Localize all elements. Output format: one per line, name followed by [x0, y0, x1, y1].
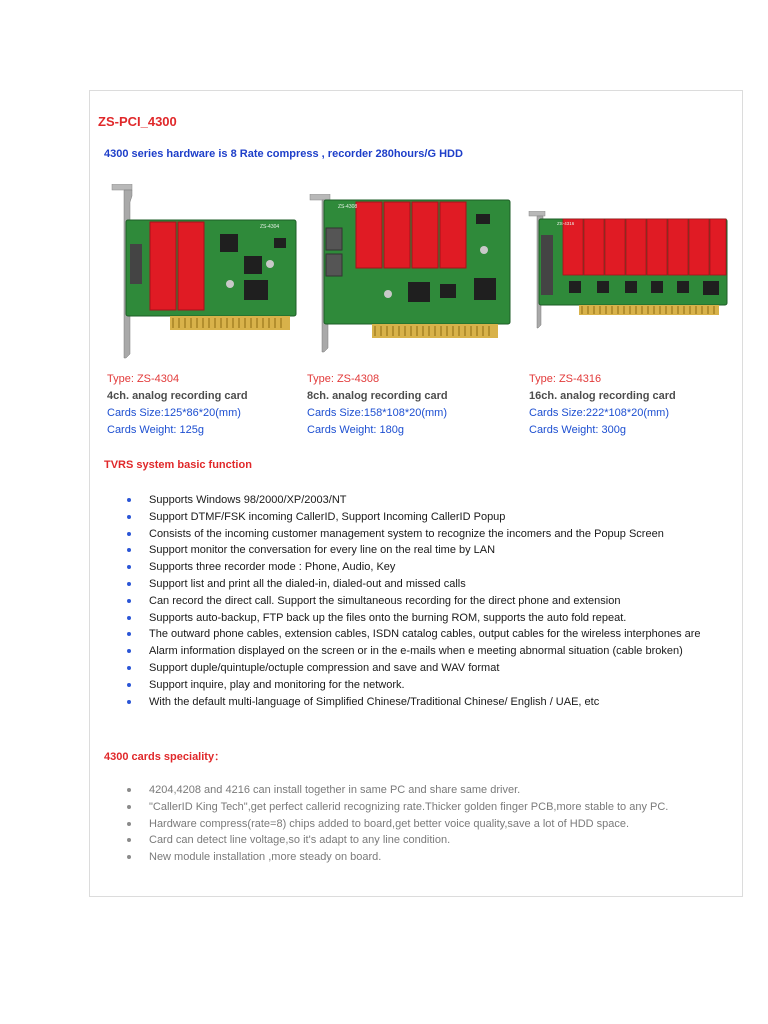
speciality-heading: 4300 cards speciality： [104, 751, 226, 763]
list-item: Support monitor the conversation for every line on the real time by LAN [127, 542, 701, 559]
card-description: 8ch. analog recording card [307, 390, 448, 402]
list-item: The outward phone cables, extension cables, ISDN catalog cables, output cables for the wireless interphones are [127, 626, 701, 643]
board-label: ZS-4308 [338, 204, 358, 210]
bullet-icon [127, 599, 131, 603]
bullet-icon [127, 666, 131, 670]
card-image-zs-4304 [110, 184, 300, 359]
card-image-zs-4308 [308, 194, 514, 354]
board-label: ZS-4304 [260, 224, 280, 230]
bullet-icon [127, 855, 131, 859]
bullet-icon [127, 532, 131, 536]
tvrs-function-list [127, 492, 701, 710]
list-item: New module installation ,more steady on board. [127, 849, 668, 866]
list-item: "CallerID King Tech",get perfect callerid recognizing rate.Thicker golden finger PCB,more stable to any PC. [127, 799, 668, 816]
card-image-zs-4316 [527, 211, 731, 331]
list-item: Consists of the incoming customer management system to recognize the incomers and the Popup Screen [127, 526, 701, 543]
bullet-icon [127, 582, 131, 586]
card-spec-zs-4316 [529, 371, 676, 439]
card-description: 4ch. analog recording card [107, 390, 248, 402]
card-description: 16ch. analog recording card [529, 390, 676, 402]
card-type: Type: ZS-4308 [307, 373, 380, 385]
page-title: ZS-PCI_4300 [98, 114, 177, 129]
bullet-icon [127, 649, 131, 653]
list-item: Support list and print all the dialed-in, dialed-out and missed calls [127, 576, 701, 593]
tvrs-heading: TVRS system basic function [104, 459, 252, 471]
bullet-icon [127, 838, 131, 842]
card-type: Type: ZS-4304 [107, 373, 180, 385]
list-item: Card can detect line voltage,so it's adapt to any line condition. [127, 832, 668, 849]
bullet-icon [127, 822, 131, 826]
list-item: 4204,4208 and 4216 can install together in same PC and share same driver. [127, 782, 668, 799]
card-size: Cards Size:222*108*20(mm) [529, 407, 670, 419]
bullet-icon [127, 565, 131, 569]
bullet-icon [127, 788, 131, 792]
card-weight: Cards Weight: 300g [529, 424, 627, 436]
card-size: Cards Size:125*86*20(mm) [107, 407, 241, 419]
card-weight: Cards Weight: 125g [107, 424, 205, 436]
list-item: Can record the direct call. Support the simultaneous recording for the direct phone and extension [127, 593, 701, 610]
list-item: Support duple/quintuple/octuple compression and save and WAV format [127, 660, 701, 677]
bullet-icon [127, 548, 131, 552]
bullet-icon [127, 616, 131, 620]
bullet-icon [127, 498, 131, 502]
list-item: Supports three recorder mode : Phone, Audio, Key [127, 559, 701, 576]
list-item: Alarm information displayed on the screen or in the e-mails when e meeting abnormal situation (cable broken) [127, 643, 701, 660]
card-spec-zs-4308 [307, 371, 448, 439]
card-weight: Cards Weight: 180g [307, 424, 405, 436]
bullet-icon [127, 805, 131, 809]
list-item: Supports auto-backup, FTP back up the files onto the burning ROM, supports the auto fold repeat. [127, 610, 701, 627]
speciality-list [127, 782, 668, 866]
bullet-icon [127, 515, 131, 519]
bullet-icon [127, 683, 131, 687]
card-type: Type: ZS-4316 [529, 373, 602, 385]
card-spec-zs-4304 [107, 371, 248, 439]
list-item: Hardware compress(rate=8) chips added to board,get better voice quality,save a lot of HDD space. [127, 816, 668, 833]
list-item: Support DTMF/FSK incoming CallerID, Support Incoming CallerID Popup [127, 509, 701, 526]
list-item: Support inquire, play and monitoring for the network. [127, 677, 701, 694]
list-item: Supports Windows 98/2000/XP/2003/NT [127, 492, 701, 509]
bullet-icon [127, 632, 131, 636]
bullet-icon [127, 700, 131, 704]
hardware-headline: 4300 series hardware is 8 Rate compress , recorder 280hours/G HDD [104, 148, 463, 160]
card-size: Cards Size:158*108*20(mm) [307, 407, 448, 419]
board-label: ZS-4316 [557, 221, 575, 226]
list-item: With the default multi-language of Simplified Chinese/Traditional Chinese/ English / UAE, etc [127, 694, 701, 711]
